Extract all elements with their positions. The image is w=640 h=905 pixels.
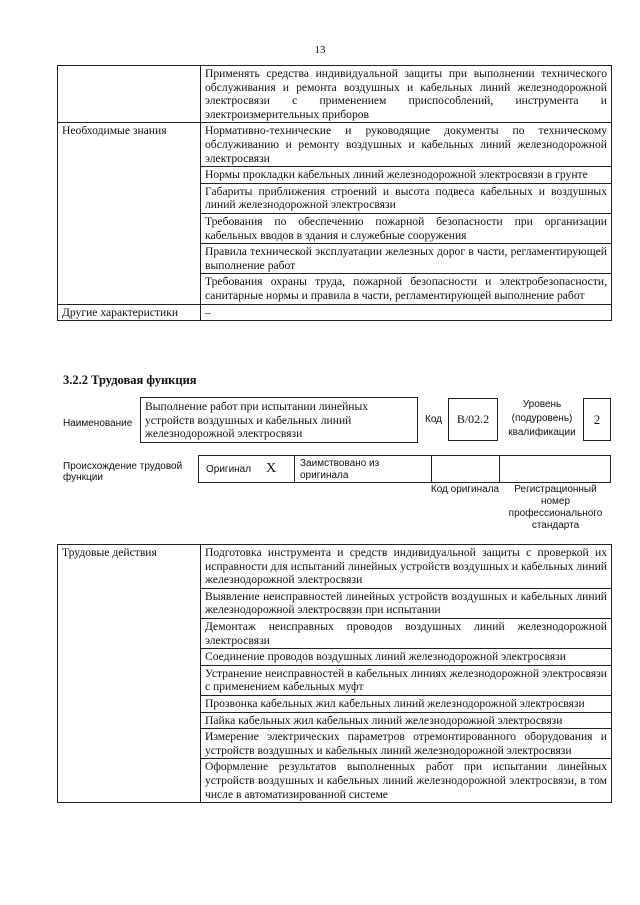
- table-cell: Выявление неисправностей линейных устройств воздушных и кабельных линий железнодорожной электросвязи при испытании: [201, 588, 612, 618]
- table-cell: Требования охраны труда, пожарной безопасности и электробезопасности, санитарные нормы и правила в части, регламентирующей выполнение работ: [201, 274, 612, 304]
- table-cell: –: [201, 304, 612, 321]
- table-cell: Нормативно-технические и руководящие документы по техническому обслуживанию и ремонту воздушных и кабельных линий железнодорожной электросвязи: [201, 123, 612, 167]
- divider: [431, 456, 432, 482]
- table-cell: Прозвонка кабельных жил кабельных линий железнодорожной электросвязи: [201, 695, 612, 712]
- name-label: Наименование: [63, 418, 133, 429]
- code-value: B/02.2: [448, 398, 498, 441]
- borrowed-label: Заимствовано из оригинала: [300, 458, 380, 481]
- function-name: Выполнение работ при испытании линейных устройств воздушных и кабельных линий железнодорожной электросвязи: [140, 397, 418, 443]
- reg-caption: Регистрационный номер профессионального стандарта: [508, 484, 603, 531]
- table-cell: Габариты приближения строений и высота подвеса кабельных и воздушных линий железнодорожной электросвязи: [201, 183, 612, 213]
- level-value: 2: [583, 398, 611, 441]
- page-number: 13: [314, 44, 326, 56]
- divider: [294, 456, 295, 482]
- table-cell: Пайка кабельных жил кабельных линий железнодорожной электросвязи: [201, 712, 612, 729]
- code-label: Код: [425, 414, 443, 425]
- table-row: [58, 545, 612, 589]
- table-cell: Соединение проводов воздушных линий железнодорожной электросвязи: [201, 649, 612, 666]
- knowledge-table: [57, 65, 612, 321]
- table-cell: Оформление результатов выполненных работ при испытании линейных устройств воздушных и кабельных линий железнодорожной электросвязи, в том числе в автоматизированной системе: [201, 759, 612, 803]
- origin-label: Происхождение трудовой функции: [63, 461, 183, 483]
- code-caption: Код оригинала: [430, 484, 500, 495]
- row-label: Трудовые действия: [58, 545, 201, 803]
- table-cell: Правила технической эксплуатации железных дорог в части, регламентирующей выполнение работ: [201, 244, 612, 274]
- original-mark: X: [266, 461, 277, 476]
- original-label: Оригинал: [206, 464, 252, 475]
- table-cell: Требования по обеспечению пожарной безопасности при организации кабельных вводов в здания и служебные сооружения: [201, 213, 612, 243]
- section-heading: 3.2.2 Трудовая функция: [63, 373, 197, 387]
- row-label: [58, 66, 201, 123]
- table-row: [58, 123, 612, 167]
- table-cell: Измерение электрических параметров отремонтированного оборудования и устройств воздушных и кабельных линий железнодорожной электросвязи: [201, 729, 612, 759]
- level-label: Уровень (подуровень) квалификации: [508, 399, 576, 438]
- table-cell: Применять средства индивидуальной защиты при выполнении технического обслуживания и ремонта воздушных и кабельных линий железнодорожной электросвязи с применением приспособлений, инструмента и электроизмерительных приборов: [201, 66, 612, 123]
- table-cell: Подготовка инструмента и средств индивидуальной защиты с проверкой их исправности для испытаний линейных устройств воздушных и кабельных линий железнодорожной электросвязи: [201, 545, 612, 589]
- row-label: Необходимые знания: [58, 123, 201, 304]
- table-row: [58, 304, 612, 321]
- origin-row: [198, 455, 611, 483]
- row-label: Другие характеристики: [58, 304, 201, 321]
- divider: [499, 456, 500, 482]
- table-cell: Нормы прокладки кабельных линий железнодорожной электросвязи в грунте: [201, 167, 612, 184]
- table-cell: Устранение неисправностей в кабельных линиях железнодорожной электросвязи с применением кабельных муфт: [201, 665, 612, 695]
- table-cell: Демонтаж неисправных проводов воздушных линий железнодорожной электросвязи: [201, 618, 612, 648]
- actions-table: [57, 544, 612, 803]
- table-row: [58, 66, 612, 123]
